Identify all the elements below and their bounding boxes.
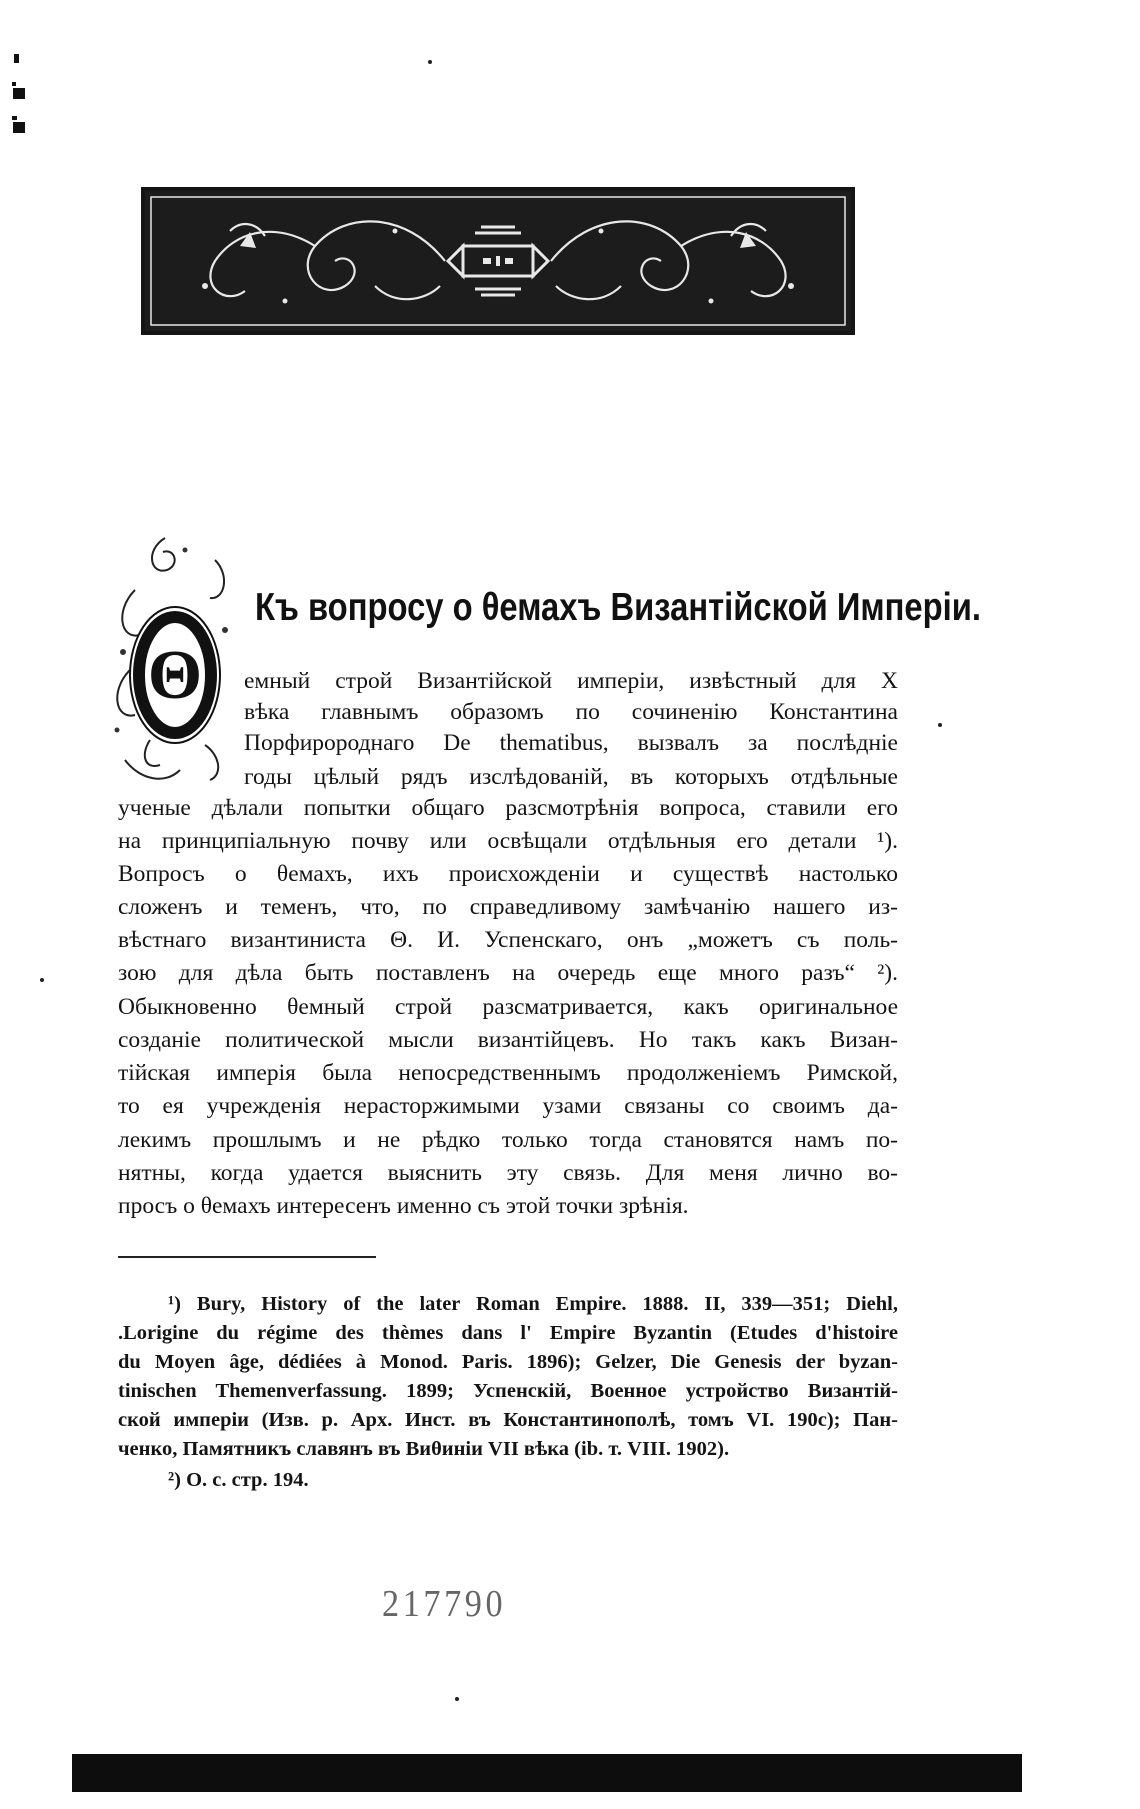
footnote-divider [118, 1256, 376, 1258]
body-line-1: емный строй Византійской имперіи, извѣстный для X [244, 668, 898, 694]
footnote-line-3: du Moyen âge, dédiées à Monod. Paris. 1896); Gelzer, Die Genesis der byzan- [118, 1351, 898, 1373]
drop-cap-ornament [105, 530, 240, 792]
body-line-5: ученые дѣлали попытки общаго разсмотрѣнія вопроса, ставили его [118, 795, 898, 821]
footnote-line-2: .Lorigine du régime des thèmes dans l' Empire Byzantin (Etudes d'histoire [118, 1322, 898, 1344]
speck-2 [40, 978, 44, 982]
scan-edge-bar [72, 1754, 1022, 1792]
body-line-9: вѣстнаго византиниста Θ. И. Успенскаго, онъ „можетъ съ поль- [118, 927, 898, 953]
footnote-line-6: ченко, Памятникъ славянъ въ Виθиніи VII вѣка (ib. т. VIII. 1902). [118, 1438, 730, 1460]
body-line-16: нятны, когда удается выяснить эту связь. Для меня лично во- [118, 1160, 898, 1186]
body-line-4: годы цѣлый рядъ изслѣдованій, въ которыхъ отдѣльные [244, 764, 898, 790]
footnote-line-7: ²) О. с. стр. 194. [168, 1469, 309, 1491]
body-line-12: созданіе политической мысли византійцевъ. Но такъ какъ Визан- [118, 1027, 898, 1053]
body-line-2: вѣка главнымъ образомъ по сочиненію Константина [244, 699, 898, 725]
body-line-17: просъ о θемахъ интересенъ именно съ этой точки зрѣнія. [118, 1193, 689, 1219]
ornamental-headpiece [141, 187, 855, 335]
library-mark-icon [10, 52, 32, 142]
speck-3 [938, 723, 942, 727]
speck-1 [428, 60, 432, 64]
body-line-10: зою для дѣла быть поставленъ на очередь еще много разъ“ ²). [118, 960, 898, 986]
body-line-11: Обыкновенно θемный строй разсматривается, какъ оригинальное [118, 994, 898, 1020]
body-line-6: на принципіальную почву или освѣщали отдѣльныя его детали ¹). [118, 828, 898, 854]
footnote-line-1: ¹) Bury, History of the later Roman Empire. 1888. II, 339—351; Diehl, [168, 1293, 898, 1315]
library-stamp-number: 217790 [382, 1583, 507, 1625]
body-line-14: то ея учрежденія нерасторжимыми узами связаны со своимъ да- [118, 1093, 898, 1119]
initial-letter: Θ [147, 637, 203, 714]
body-line-3: Порфиророднаго De thematibus, вызвалъ за послѣдніе [244, 730, 898, 756]
speck-4 [455, 1697, 459, 1701]
footnote-line-4: tinischen Themenverfassung. 1899; Успенскій, Военное устройство Византій- [118, 1380, 898, 1402]
body-line-8: сложенъ и теменъ, что, по справедливому замѣчанію нашего из- [118, 894, 898, 920]
article-title: Къ вопросу о θемахъ Византійской Имперіи. [255, 586, 981, 629]
body-line-15: лекимъ прошлымъ и не рѣдко только тогда становятся намъ по- [118, 1127, 898, 1153]
scroll-ornament-icon [145, 191, 851, 331]
body-line-7: Вопросъ о θемахъ, ихъ происхожденіи и существѣ настолько [118, 861, 898, 887]
footnote-line-5: ской имперіи (Изв. р. Арх. Инст. въ Константинополѣ, томъ VI. 190с); Пан- [118, 1409, 898, 1431]
body-line-13: тійская имперія была непосредственнымъ продолженіемъ Римской, [118, 1060, 898, 1086]
